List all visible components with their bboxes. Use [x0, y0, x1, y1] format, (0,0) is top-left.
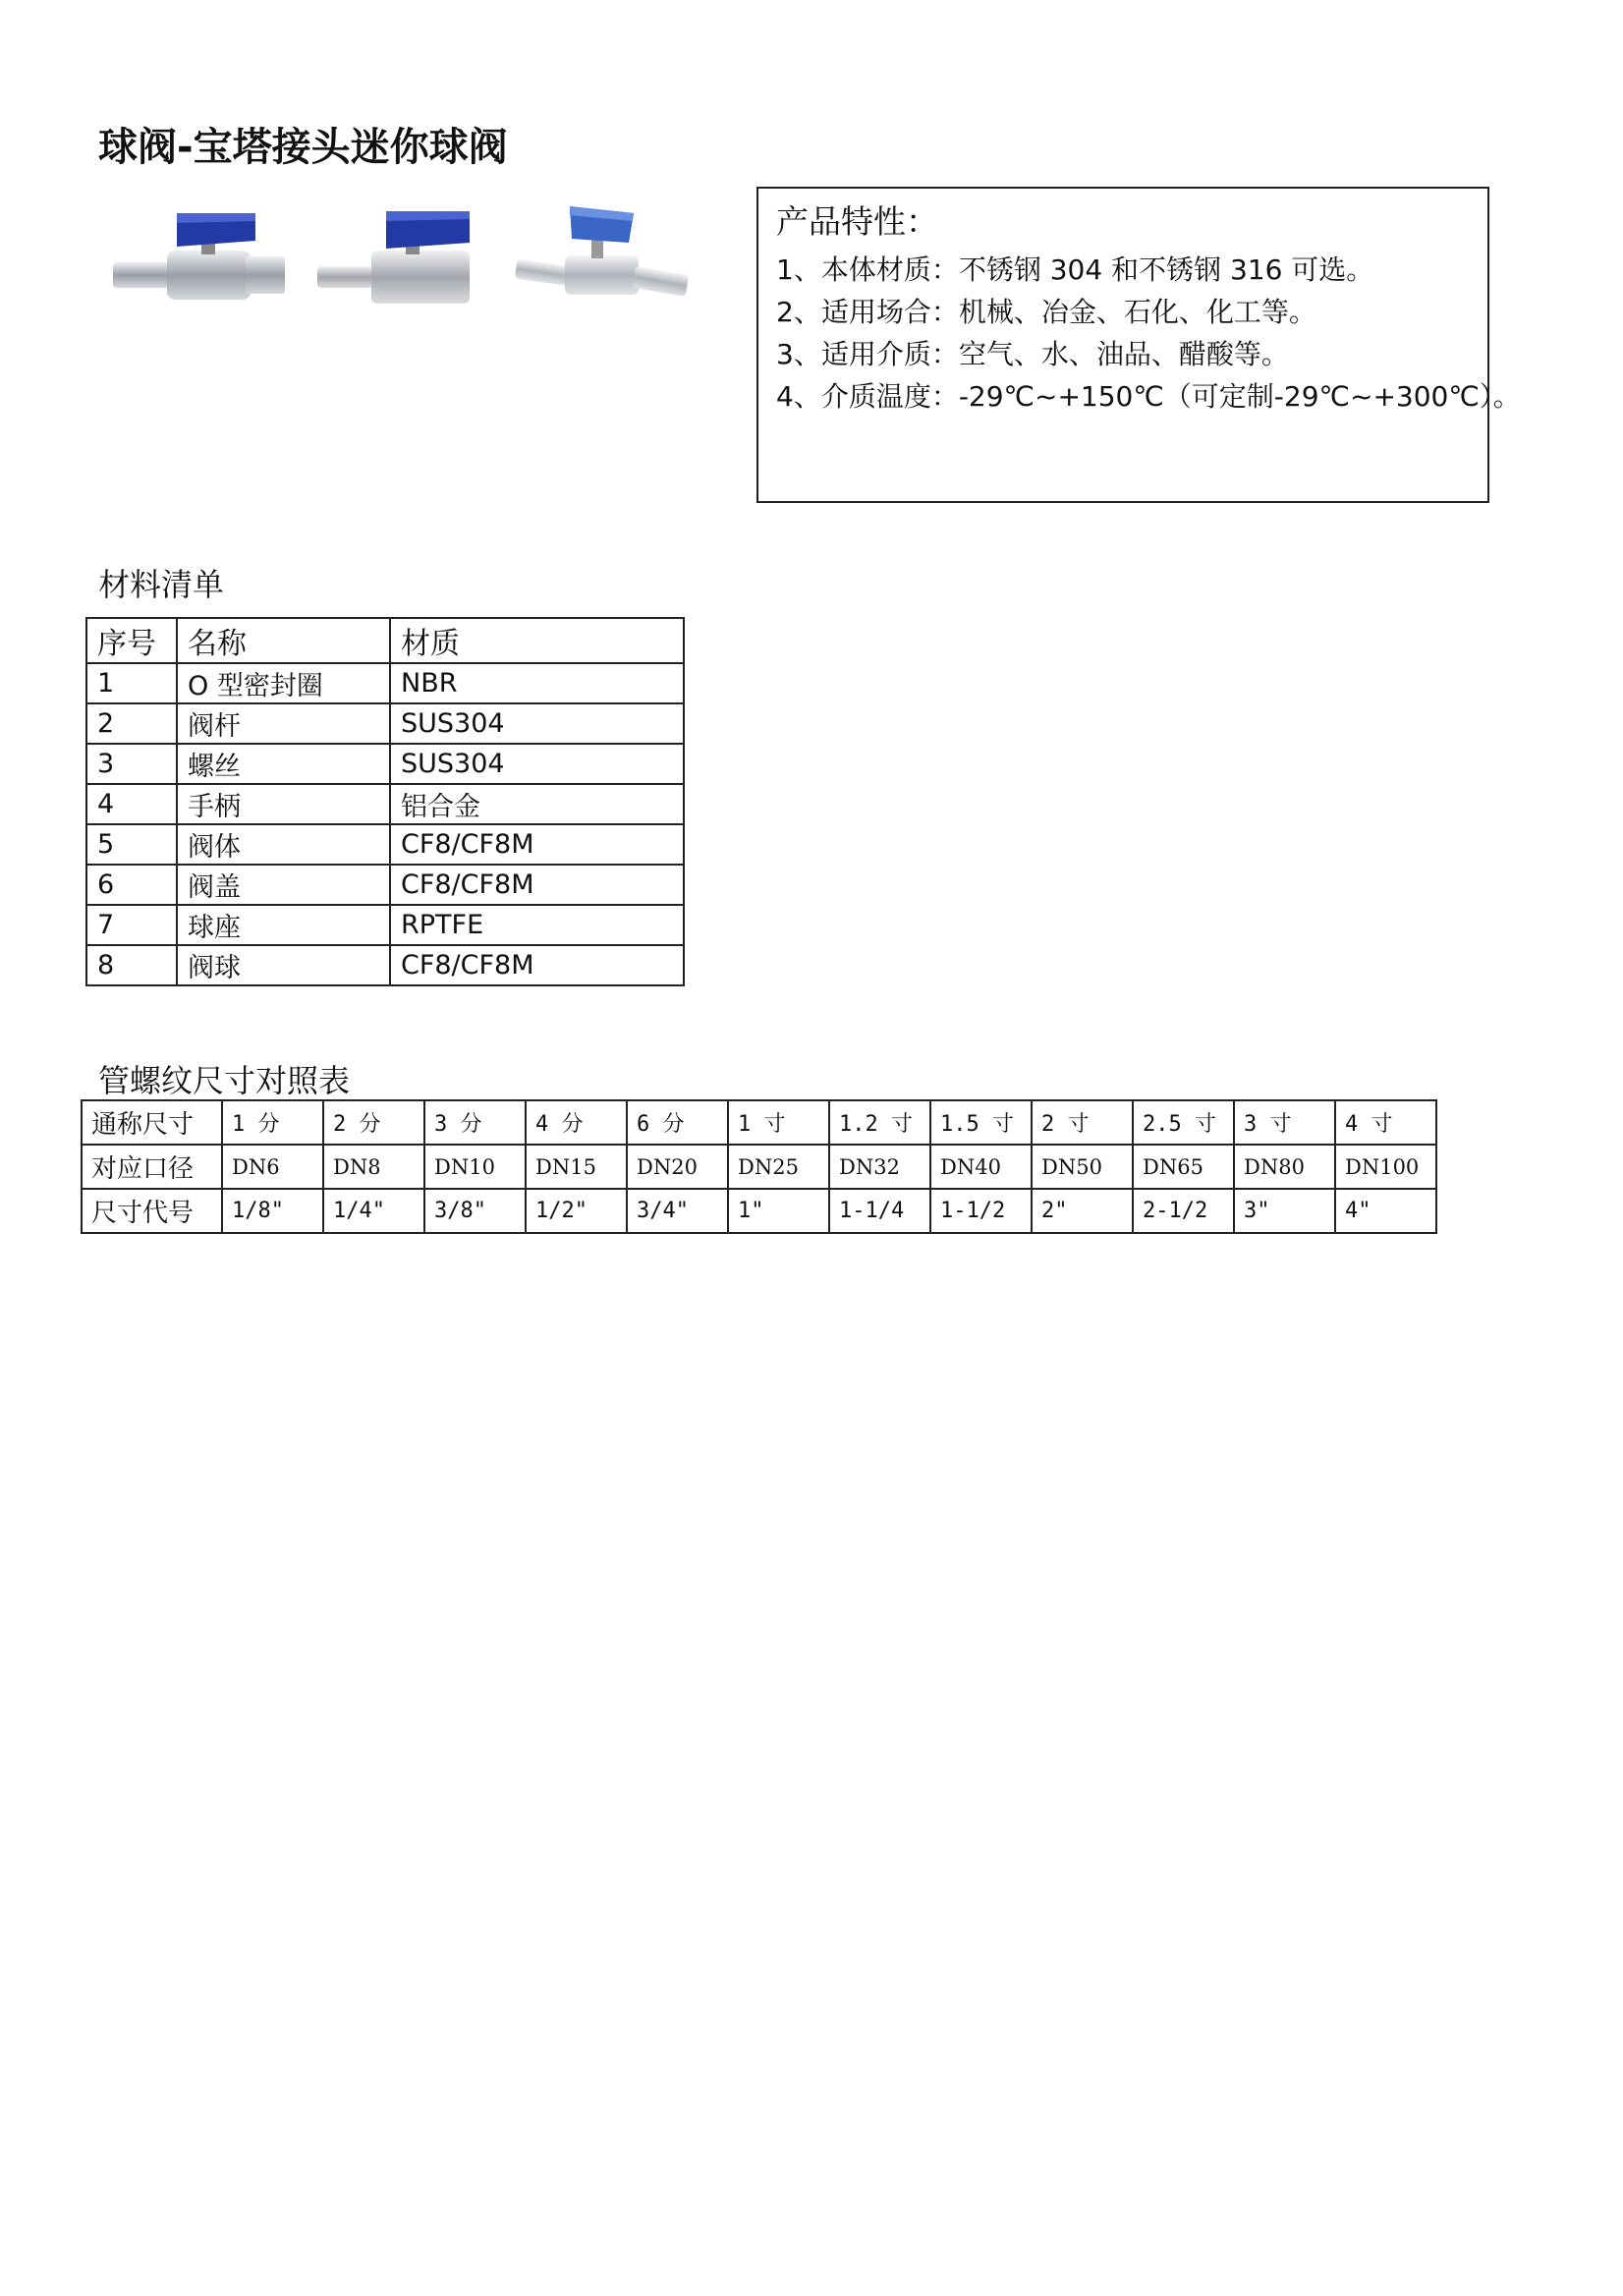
- mini-ball-valve-photo-2: [312, 201, 489, 339]
- table-cell: 6 分: [627, 1100, 728, 1145]
- table-cell: 4": [1335, 1189, 1436, 1233]
- feature-line: 4、介质温度：-29℃~+150℃（可定制-29℃~+300℃）。: [776, 380, 1521, 413]
- table-cell: 1": [728, 1189, 829, 1233]
- table-row: [86, 784, 684, 824]
- cell-no: 7: [86, 905, 177, 945]
- table-cell: DN40: [930, 1145, 1032, 1189]
- table-cell: DN32: [829, 1145, 930, 1189]
- cell-no: 3: [86, 744, 177, 784]
- feature-line: 1、本体材质：不锈钢 304 和不锈钢 316 可选。: [776, 253, 1374, 286]
- row-label: 尺寸代号: [82, 1189, 222, 1233]
- table-cell: 4 分: [526, 1100, 627, 1145]
- table-row: [82, 1145, 1436, 1189]
- materials-title: 材料清单: [98, 566, 225, 603]
- table-cell: 3/4": [627, 1189, 728, 1233]
- cell-no: 1: [86, 663, 177, 703]
- cell-name: 螺丝: [177, 744, 390, 784]
- table-row: [86, 945, 684, 985]
- cell-material: CF8/CF8M: [390, 945, 684, 985]
- table-cell: DN20: [627, 1145, 728, 1189]
- cell-no: 6: [86, 865, 177, 905]
- table-row: [86, 824, 684, 865]
- mini-ball-valve-photo-3: [511, 201, 698, 339]
- cell-name: 阀体: [177, 824, 390, 865]
- mini-ball-valve-photo-1: [108, 201, 295, 339]
- header-material: 材质: [390, 618, 684, 663]
- cell-no: 4: [86, 784, 177, 824]
- table-cell: DN6: [222, 1145, 323, 1189]
- cell-name: 阀盖: [177, 865, 390, 905]
- feature-line: 3、适用介质：空气、水、油品、醋酸等。: [776, 338, 1289, 370]
- table-row: [86, 703, 684, 744]
- cell-material: SUS304: [390, 703, 684, 744]
- table-cell: DN50: [1032, 1145, 1133, 1189]
- table-row: [86, 663, 684, 703]
- table-cell: 3 寸: [1234, 1100, 1335, 1145]
- table-cell: DN8: [323, 1145, 424, 1189]
- table-row: [86, 744, 684, 784]
- table-cell: 2 分: [323, 1100, 424, 1145]
- row-label: 对应口径: [82, 1145, 222, 1189]
- table-cell: 2": [1032, 1189, 1133, 1233]
- cell-name: 手柄: [177, 784, 390, 824]
- cell-name: O 型密封圈: [177, 663, 390, 703]
- product-features-box: [756, 187, 1521, 503]
- table-cell: 1-1/4: [829, 1189, 930, 1233]
- cell-material: RPTFE: [390, 905, 684, 945]
- thread-size-table: [81, 1099, 1437, 1234]
- header-no: 序号: [86, 618, 177, 663]
- table-row: [86, 865, 684, 905]
- table-cell: DN25: [728, 1145, 829, 1189]
- features-title: 产品特性：: [776, 202, 938, 241]
- row-label: 通称尺寸: [82, 1100, 222, 1145]
- table-row: [82, 1100, 1436, 1145]
- materials-table: [85, 617, 685, 986]
- table-cell: 1/8": [222, 1189, 323, 1233]
- table-cell: 1/4": [323, 1189, 424, 1233]
- cell-material: CF8/CF8M: [390, 865, 684, 905]
- table-cell: 1 寸: [728, 1100, 829, 1145]
- page-title: 球阀-宝塔接头迷你球阀: [98, 125, 508, 170]
- cell-material: NBR: [390, 663, 684, 703]
- table-cell: DN80: [1234, 1145, 1335, 1189]
- table-row: [82, 1189, 1436, 1233]
- table-cell: 3": [1234, 1189, 1335, 1233]
- table-cell: 1.5 寸: [930, 1100, 1032, 1145]
- table-cell: DN10: [424, 1145, 526, 1189]
- table-cell: 3/8": [424, 1189, 526, 1233]
- cell-name: 球座: [177, 905, 390, 945]
- cell-material: SUS304: [390, 744, 684, 784]
- cell-no: 2: [86, 703, 177, 744]
- header-name: 名称: [177, 618, 390, 663]
- table-header-row: [86, 618, 684, 663]
- table-cell: 2-1/2: [1133, 1189, 1234, 1233]
- cell-name: 阀杆: [177, 703, 390, 744]
- table-cell: 2 寸: [1032, 1100, 1133, 1145]
- thread-table-title: 管螺纹尺寸对照表: [98, 1062, 351, 1099]
- table-cell: 1-1/2: [930, 1189, 1032, 1233]
- table-cell: 1 分: [222, 1100, 323, 1145]
- cell-name: 阀球: [177, 945, 390, 985]
- table-cell: 2.5 寸: [1133, 1100, 1234, 1145]
- table-cell: 3 分: [424, 1100, 526, 1145]
- table-cell: 1/2": [526, 1189, 627, 1233]
- table-cell: 1.2 寸: [829, 1100, 930, 1145]
- feature-line: 2、适用场合：机械、冶金、石化、化工等。: [776, 296, 1316, 328]
- table-cell: DN15: [526, 1145, 627, 1189]
- table-cell: 4 寸: [1335, 1100, 1436, 1145]
- table-cell: DN65: [1133, 1145, 1234, 1189]
- cell-material: 铝合金: [390, 784, 684, 824]
- cell-material: CF8/CF8M: [390, 824, 684, 865]
- cell-no: 8: [86, 945, 177, 985]
- cell-no: 5: [86, 824, 177, 865]
- table-cell: DN100: [1335, 1145, 1436, 1189]
- table-row: [86, 905, 684, 945]
